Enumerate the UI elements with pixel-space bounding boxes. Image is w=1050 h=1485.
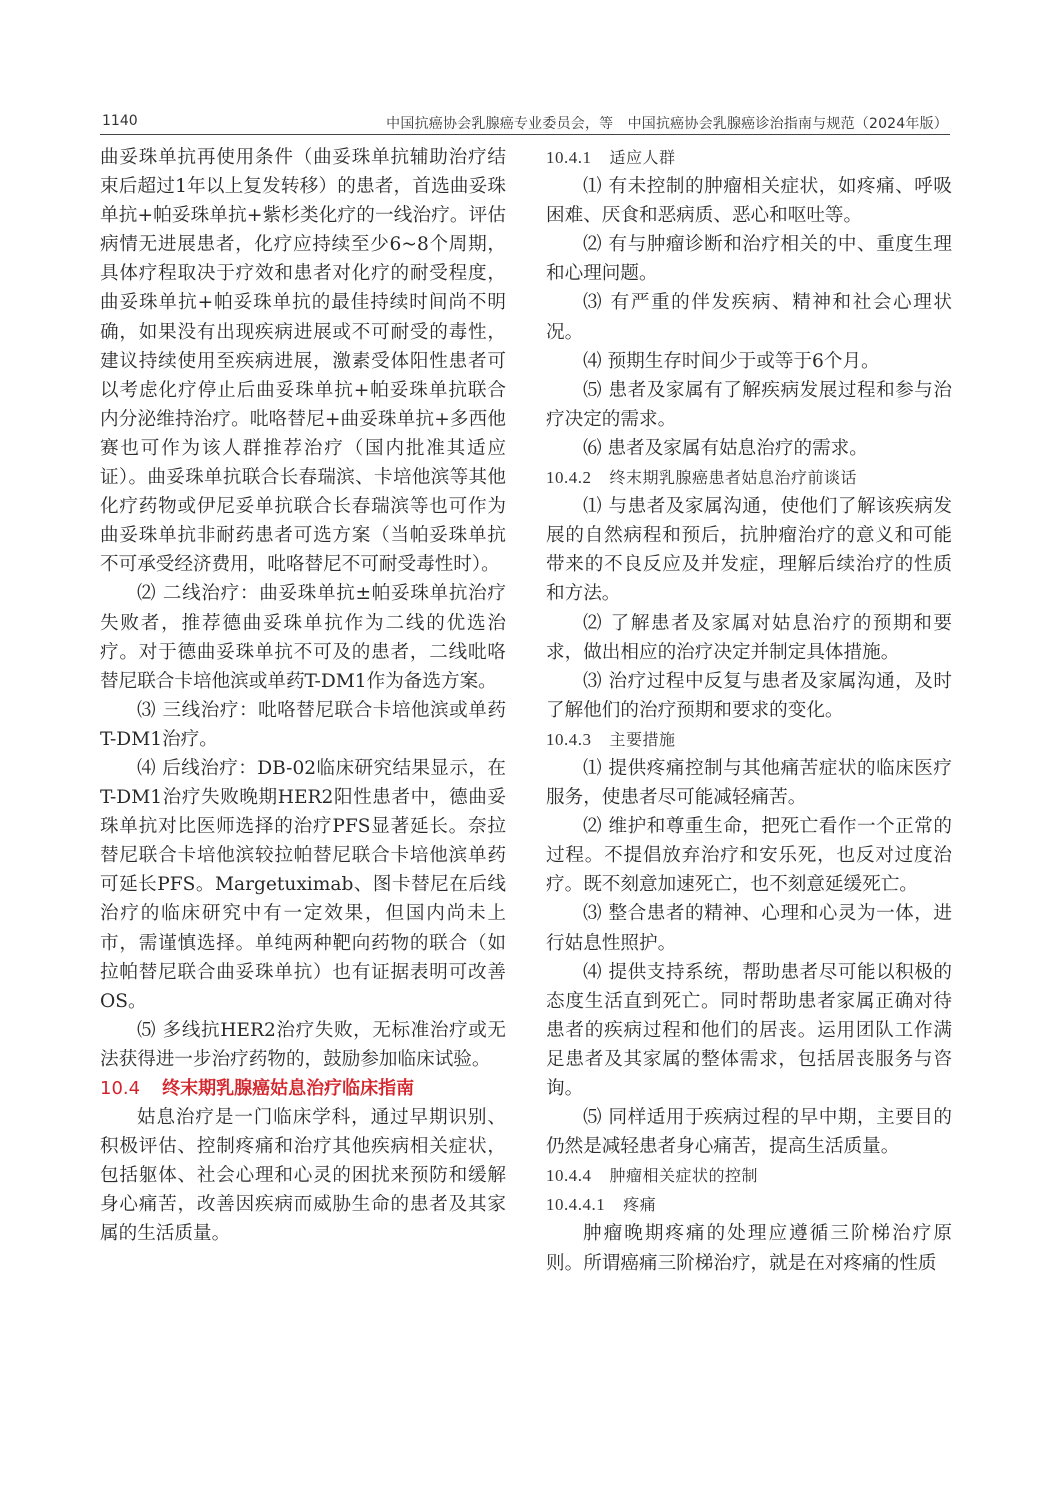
subsection-number: 10.4.2 (546, 468, 592, 488)
subsection-title: 肿瘤相关症状的控制 (609, 1166, 759, 1186)
paragraph-multi-line: ⑸ 多线抗HER2治疗失败，无标准治疗或无法获得进一步治疗药物的，鼓励参加临床试验。 (100, 1019, 506, 1070)
subsection-number: 10.4.4 (546, 1166, 592, 1186)
subsection-heading-10-4-4 (546, 1161, 952, 1190)
list-item: ⑶ 有严重的伴发疾病、精神和社会心理状况。 (546, 292, 952, 343)
left-column (100, 143, 506, 1248)
subsection-number: 10.4.3 (546, 729, 592, 749)
subsection-heading-10-4-2 (546, 463, 952, 492)
list-item: ⑸ 同样适用于疾病过程的早中期，主要目的仍然是减轻患者身心痛苦，提高生活质量。 (546, 1107, 952, 1158)
running-header (100, 110, 950, 135)
list-item: ⑷ 预期生存时间少于或等于6个月。 (583, 350, 880, 372)
subsection-number: 10.4.1 (546, 148, 592, 167)
list-item: ⑷ 提供支持系统，帮助患者尽可能以积极的态度生活直到死亡。同时帮助患者家属正确对待患者的疾病过程和他们的居丧。运用团队工作满足患者及其家属的整体需求，包括居丧服务与咨询。 (546, 961, 952, 1099)
paragraph-pain: 肿瘤晚期疼痛的处理应遵循三阶梯治疗原则。所谓癌痛三阶梯治疗，就是在对疼痛的性质 (546, 1223, 952, 1274)
section-heading-10-4 (100, 1074, 506, 1103)
list-item: ⑴ 与患者及家属沟通，使他们了解该疾病发展的自然病程和预后，抗肿瘤治疗的意义和可能带来的不良反应及并发症，理解后续治疗的性质和方法。 (546, 496, 952, 605)
subsection-title: 终末期乳腺癌患者姑息治疗前谈话 (609, 468, 858, 488)
list-item: ⑸ 患者及家属有了解疾病发展过程和参与治疗决定的需求。 (546, 379, 952, 430)
list-item: ⑹ 患者及家属有姑息治疗的需求。 (583, 437, 868, 459)
subsection-title: 疼痛 (623, 1195, 657, 1215)
paragraph-later-line: ⑷ 后线治疗：DB-02临床研究结果显示，在T-DM1治疗失败晚期HER2阳性患者中，德曲妥珠单抗对比医师选择的治疗PFS显著延长。奈拉替尼联合卡培他滨较拉帕替尼联合卡培他滨单药可延长PFS。Margetuximab、图卡替尼在后线治疗的临床研究中有一定效果，但国内尚未上市，需谨慎选择。单纯两种靶向药物的联合（如拉帕替尼联合曲妥珠单抗）也有证据表明可改善OS。 (100, 757, 506, 1012)
list-item: ⑵ 维护和尊重生命，把死亡看作一个正常的过程。不提倡放弃治疗和安乐死，也反对过度治疗。既不刻意加速死亡，也不刻意延缓死亡。 (546, 816, 952, 896)
section-title: 终末期乳腺癌姑息治疗临床指南 (162, 1078, 415, 1099)
paragraph-third-line: ⑶ 三线治疗：吡咯替尼联合卡培他滨或单药T-DM1治疗。 (100, 699, 506, 750)
subsection-heading-10-4-3 (546, 725, 952, 754)
section-number: 10.4 (100, 1078, 141, 1099)
paragraph-second-line: ⑵ 二线治疗：曲妥珠单抗±帕妥珠单抗治疗失败者，推荐德曲妥珠单抗作为二线的优选治疗。对于德曲妥珠单抗不可及的患者，二线吡咯替尼联合卡培他滨或单药T-DM1作为备选方案。 (100, 583, 506, 692)
list-item: ⑵ 了解患者及家属对姑息治疗的预期和要求，做出相应的治疗决定并制定具体措施。 (546, 612, 952, 663)
subsection-number: 10.4.4.1 (546, 1195, 606, 1215)
list-item: ⑶ 治疗过程中反复与患者及家属沟通，及时了解他们的治疗预期和要求的变化。 (546, 670, 952, 721)
paragraph-first-line-therapy: 曲妥珠单抗再使用条件（曲妥珠单抗辅助治疗结束后超过1年以上复发转移）的患者，首选曲妥珠单抗+帕妥珠单抗+紫杉类化疗的一线治疗。评估病情无进展患者，化疗应持续至少6~8个周期，具体疗程取决于疗效和患者对化疗的耐受程度，曲妥珠单抗+帕妥珠单抗的最佳持续时间尚不明确，如果没有出现疾病进展或不可耐受的毒性，建议持续使用至疾病进展，激素受体阳性患者可以考虑化疗停止后曲妥珠单抗+帕妥珠单抗联合内分泌维持治疗。吡咯替尼+曲妥珠单抗+多西他赛也可作为该人群推荐治疗（国内批准其适应证）。曲妥珠单抗联合长春瑞滨、卡培他滨等其他化疗药物或伊尼妥单抗联合长春瑞滨等也可作为曲妥珠单抗非耐药患者可选方案（当帕妥珠单抗不可承受经济费用，吡咯替尼不可耐受毒性时）。 (100, 147, 506, 576)
list-item: ⑴ 有未控制的肿瘤相关症状，如疼痛、呼吸困难、厌食和恶病质、恶心和呕吐等。 (546, 176, 952, 227)
page-number: 1140 (102, 113, 138, 129)
subsection-title: 适应人群 (609, 148, 676, 167)
running-title: 中国抗癌协会乳腺癌专业委员会，等 中国抗癌协会乳腺癌诊治指南与规范（2024年版） (386, 116, 948, 132)
list-item: ⑵ 有与肿瘤诊断和治疗相关的中、重度生理和心理问题。 (546, 234, 952, 285)
list-item: ⑶ 整合患者的精神、心理和心灵为一体，进行姑息性照护。 (546, 903, 952, 954)
right-column (546, 143, 952, 1278)
list-item: ⑴ 提供疼痛控制与其他痛苦症状的临床医疗服务，使患者尽可能减轻痛苦。 (546, 757, 952, 809)
subsection-heading-10-4-4-1 (546, 1190, 952, 1219)
subsection-title: 主要措施 (609, 729, 676, 749)
paragraph-palliative-intro: 姑息治疗是一门临床学科，通过早期识别、积极评估、控制疼痛和治疗其他疾病相关症状，包括躯体、社会心理和心灵的困扰来预防和缓解身心痛苦，改善因疾病而威胁生命的患者及其家属的生活质量。 (100, 1107, 506, 1245)
subsection-heading-10-4-1 (546, 143, 952, 172)
